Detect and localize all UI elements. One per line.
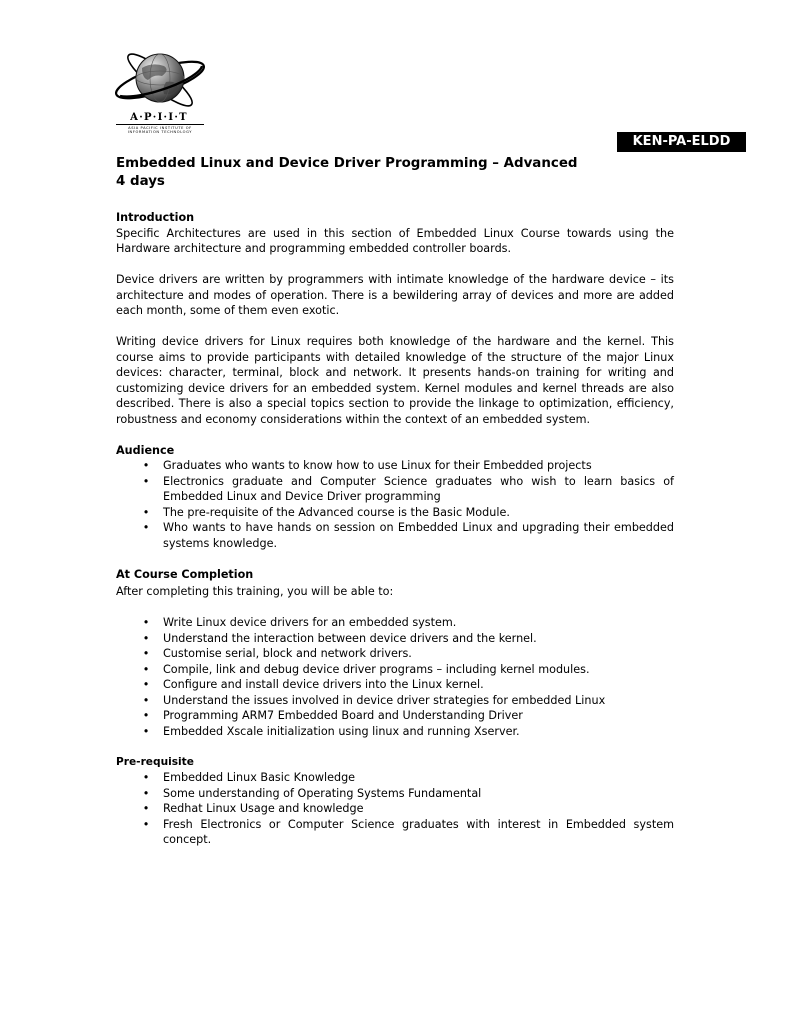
completion-intro: After completing this training, you will be able to: xyxy=(116,585,394,598)
logo-wordmark: A·P·I·I·T xyxy=(130,112,188,123)
globe-orbit-icon xyxy=(112,44,210,114)
list-item-text: Compile, link and debug device driver programs – including kernel modules. xyxy=(163,662,590,676)
list-item xyxy=(116,693,674,709)
list-item-text: Who wants to have hands on session on Embedded Linux and upgrading their embedded systems knowledge. xyxy=(163,521,674,550)
bullet-icon: • xyxy=(142,802,150,815)
list-item xyxy=(116,662,674,678)
bullet-icon: • xyxy=(142,521,150,534)
list-item-text: Embedded Linux Basic Knowledge xyxy=(163,771,356,784)
apiit-logo xyxy=(112,44,210,136)
list-item xyxy=(116,505,674,521)
bullet-icon: • xyxy=(142,459,150,472)
list-item xyxy=(116,458,674,474)
list-item xyxy=(116,817,674,848)
course-duration: 4 days xyxy=(116,174,165,189)
bullet-icon: • xyxy=(142,693,150,707)
audience-list xyxy=(116,458,674,551)
list-item xyxy=(116,474,674,505)
course-code-badge: KEN-PA-ELDD xyxy=(617,132,746,152)
course-title: Embedded Linux and Device Driver Programming – Advanced xyxy=(116,156,578,171)
prerequisite-list xyxy=(116,770,674,848)
list-item-text: Electronics graduate and Computer Science graduates who wish to learn basics of Embedded Linux and Device Driver programming xyxy=(163,474,674,503)
list-item-text: Programming ARM7 Embedded Board and Understanding Driver xyxy=(163,709,523,722)
bullet-icon: • xyxy=(142,709,150,722)
bullet-icon: • xyxy=(142,678,150,691)
list-item xyxy=(116,520,674,551)
introduction-paragraph: Specific Architectures are used in this section of Embedded Linux Course towards using the Hardware architecture and programming embedded controller boards. xyxy=(116,226,674,255)
list-item xyxy=(116,708,674,724)
list-item-text: Write Linux device drivers for an embedded system. xyxy=(163,616,457,629)
list-item-text: Embedded Xscale initialization using linux and running Xserver. xyxy=(163,724,520,738)
bullet-icon: • xyxy=(142,662,150,676)
list-item xyxy=(116,786,674,802)
list-item-text: Configure and install device drivers into the Linux kernel. xyxy=(163,678,484,691)
list-item-text: Fresh Electronics or Computer Science graduates with interest in Embedded system concept. xyxy=(163,817,674,846)
logo-divider xyxy=(116,124,204,125)
list-item xyxy=(116,677,674,693)
bullet-icon: • xyxy=(142,724,150,738)
list-item xyxy=(116,724,674,740)
logo-subtitle-line1: ASIA PACIFIC INSTITUTE OF xyxy=(128,126,192,130)
completion-list xyxy=(116,615,674,739)
list-item xyxy=(116,615,674,631)
list-item-text: Customise serial, block and network drivers. xyxy=(163,647,412,660)
bullet-icon: • xyxy=(142,647,150,660)
prerequisite-heading: Pre-requisite xyxy=(116,755,194,768)
list-item-text: Redhat Linux Usage and knowledge xyxy=(163,802,364,815)
introduction-heading: Introduction xyxy=(116,211,195,224)
introduction-paragraph: Writing device drivers for Linux requires both knowledge of the hardware and the kernel. This course aims to provide participants with detailed knowledge of the structure of the major Linux devices: character, terminal, block and network. It presents hands-on training for writing and customizing device drivers for an embedded system. Kernel modules and kernel threads are also described. There is also a special topics section to provide the linkage to optimization, efficiency, robustness and economy considerations within the context of an embedded system. xyxy=(116,335,674,426)
list-item-text: The pre-requisite of the Advanced course is the Basic Module. xyxy=(163,505,510,519)
bullet-icon: • xyxy=(142,474,150,488)
document-body xyxy=(116,155,674,848)
bullet-icon: • xyxy=(142,817,150,831)
bullet-icon: • xyxy=(142,505,150,519)
list-item-text: Understand the issues involved in device driver strategies for embedded Linux xyxy=(163,693,606,707)
logo-subtitle-line2: INFORMATION TECHNOLOGY xyxy=(127,130,193,134)
bullet-icon: • xyxy=(142,771,150,784)
audience-heading: Audience xyxy=(116,443,175,457)
list-item-text: Understand the interaction between device drivers and the kernel. xyxy=(163,631,537,645)
list-item xyxy=(116,631,674,647)
list-item xyxy=(116,801,674,817)
list-item xyxy=(116,770,674,786)
bullet-icon: • xyxy=(142,616,150,629)
list-item xyxy=(116,646,674,662)
list-item-text: Graduates who wants to know how to use Linux for their Embedded projects xyxy=(163,459,592,472)
completion-heading: At Course Completion xyxy=(116,567,254,581)
bullet-icon: • xyxy=(142,786,150,800)
introduction-paragraph: Device drivers are written by programmers with intimate knowledge of the hardware device – its architecture and modes of operation. There is a bewildering array of devices and more are added each month, some of them even exotic. xyxy=(116,273,674,317)
list-item-text: Some understanding of Operating Systems Fundamental xyxy=(163,786,482,800)
bullet-icon: • xyxy=(142,631,150,645)
